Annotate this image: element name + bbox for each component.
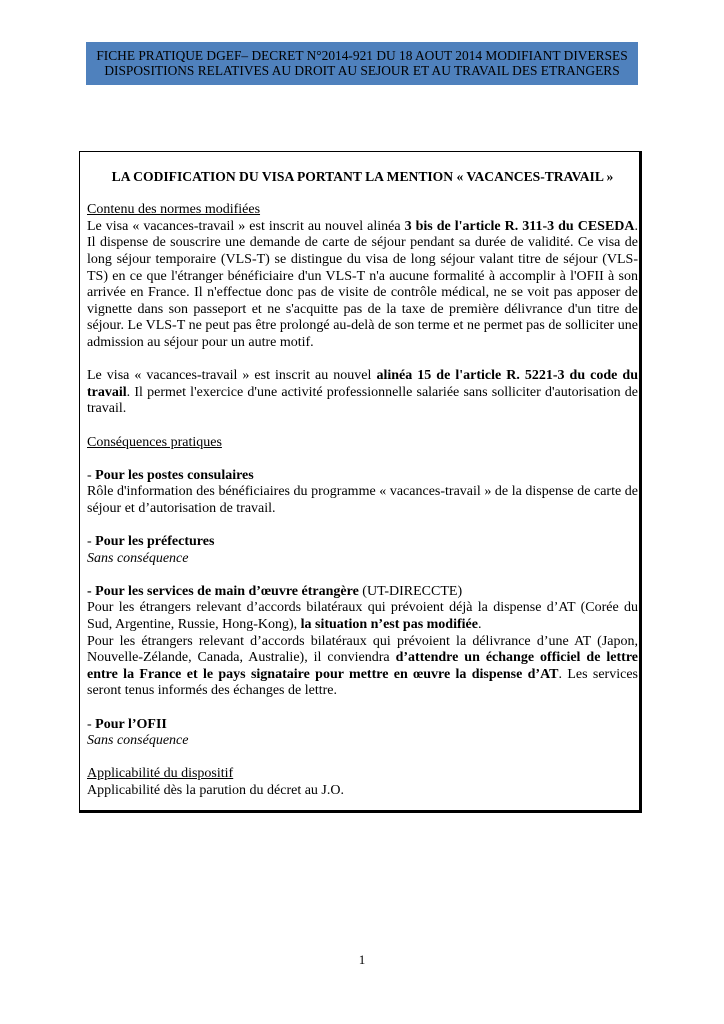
prefectures-text: Sans conséquence xyxy=(87,550,189,566)
moe-p1-c: . xyxy=(477,617,482,633)
consulaires-label: Pour les postes consulaires xyxy=(95,467,254,483)
ofii-text: Sans conséquence xyxy=(87,733,189,749)
moe-heading xyxy=(87,584,638,601)
consulaires-text: Rôle d'information des bénéficiaires du programme « vacances-travail » de la dispense de carte de séjour et d’autorisation de travail. xyxy=(87,484,638,516)
prefectures-label: Pour les préfectures xyxy=(95,534,215,550)
moe-suffix: (UT-DIRECCTE) xyxy=(358,583,463,599)
applicabilite-text: Applicabilité dès la parution du décret au J.O. xyxy=(87,782,344,798)
content-body xyxy=(87,169,638,800)
consulaires-heading xyxy=(87,468,638,485)
page-number: 1 xyxy=(358,952,366,967)
ofii-dash: - xyxy=(87,716,96,732)
moe-p2-c: . Les services seront tenus informés des échanges de lettre. xyxy=(87,666,638,699)
section-heading-contenu: Contenu des normes modifiées xyxy=(87,202,261,218)
p2-text-a: Le visa « vacances-travail » est inscrit au nouvel xyxy=(87,368,377,384)
header-line-2: DISPOSITIONS RELATIVES AU DROIT AU SEJOUR ET AU TRAVAIL DES ETRANGERS xyxy=(104,62,620,78)
paragraph-1 xyxy=(87,219,638,352)
moe-p2-bold: d’attendre un échange officiel de lettre entre la France et le pays signataire pour mettre en œuvre la dispense d’AT xyxy=(87,650,638,682)
prefectures-heading xyxy=(87,534,638,551)
moe-p1-a: Pour les étrangers relevant d’accords bilatéraux qui prévoient déjà la dispense d’AT (Corée du Sud, Argentine, Russie, Hong-Kong), xyxy=(87,600,638,633)
header-line-1: FICHE PRATIQUE DGEF– DECRET N°2014-921 DU 18 AOUT 2014 MODIFIANT DIVERSES xyxy=(96,48,628,63)
ofii-label: Pour l’OFII xyxy=(95,716,167,732)
p2-text-c: . Il permet l'exercice d'une activité professionnelle salariée sans solliciter d'autorisation de travail. xyxy=(87,384,638,417)
consulaires-dash: - xyxy=(87,467,96,483)
moe-dash: - xyxy=(87,583,96,599)
paragraph-2 xyxy=(87,368,638,418)
p1-text-a: Le visa « vacances-travail » est inscrit au nouvel alinéa xyxy=(87,218,405,234)
header-banner xyxy=(86,42,638,85)
moe-label: Pour les services de main d’œuvre étrangère xyxy=(95,583,359,599)
ofii-heading xyxy=(87,717,638,734)
p1-text-c: . Il dispense de souscrire une demande de carte de séjour pendant sa durée de validité. Ce visa de long séjour temporaire (VLS-T) se distingue du visa de long séjour valant titre de séjour (VLS-TS) en ce que l'étranger bénéficiaire d'un VLS-T n'a aucune formalité à accomplir à l'OFII à son arrivée en France. Il n'effectue donc pas de visite de contrôle médical, ne se voit pas apposer de vignette dans son passeport et ne s'acquitte pas de la taxe de première délivrance d'un titre de séjour. Le VLS-T ne peut pas être prolongé au-delà de son terme et ne permet pas de solliciter une admission au séjour pour un autre motif. xyxy=(87,218,638,350)
p2-text-bold: alinéa 15 de l'article R. 5221-3 du code du travail xyxy=(87,368,638,400)
box-title: LA CODIFICATION DU VISA PORTANT LA MENTION « VACANCES-TRAVAIL » xyxy=(111,169,614,184)
moe-p1-bold: la situation n’est pas modifiée xyxy=(300,617,478,633)
moe-p2-a: Pour les étrangers relevant d’accords bilatéraux qui prévoient la délivrance d’une AT (Japon, Nouvelle-Zélande, Canada, Australie), il conviendra xyxy=(87,633,638,666)
prefectures-dash: - xyxy=(87,534,96,550)
section-heading-applicabilite: Applicabilité du dispositif xyxy=(87,766,234,782)
moe-paragraph-2 xyxy=(87,634,638,700)
section-heading-consequences: Conséquences pratiques xyxy=(87,434,222,450)
p1-text-bold: 3 bis de l'article R. 311-3 du CESEDA xyxy=(404,218,635,234)
moe-paragraph-1 xyxy=(87,600,638,633)
